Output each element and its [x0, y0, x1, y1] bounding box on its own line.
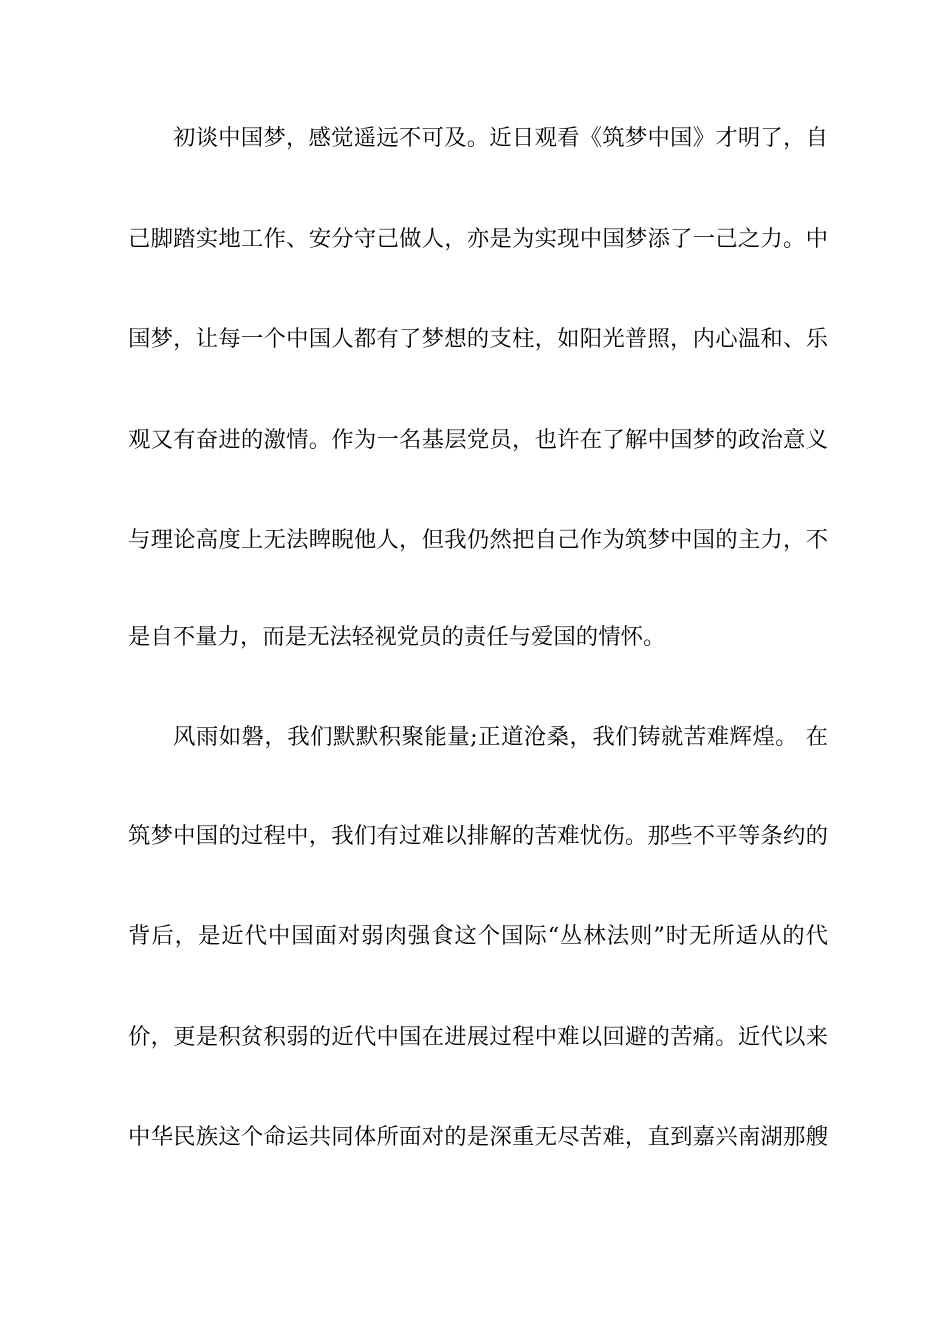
- paragraph-1-line-1: 初谈中国梦，感觉遥远不可及。近日观看《筑梦中国》才明了，自: [173, 125, 828, 151]
- paragraph-2-line-1: 风雨如磐，我们默默积聚能量;正道沧桑，我们铸就苦难辉煌。 在: [173, 724, 828, 750]
- paragraph-2-line-2: 筑梦中国的过程中，我们有过难以排解的苦难忧伤。那些不平等条约的: [128, 823, 828, 849]
- paragraph-1-line-3: 国梦，让每一个中国人都有了梦想的支柱，如阳光普照，内心温和、乐: [128, 326, 828, 352]
- paragraph-1-line-6: 是自不量力，而是无法轻视党员的责任与爱国的情怀。: [128, 624, 666, 650]
- paragraph-2-line-5: 中华民族这个命运共同体所面对的是深重无尽苦难，直到嘉兴南湖那艘: [128, 1124, 828, 1150]
- paragraph-2-line-4: 价，更是积贫积弱的近代中国在进展过程中难以回避的苦痛。近代以来: [128, 1024, 828, 1050]
- paragraph-1-line-5: 与理论高度上无法睥睨他人，但我仍然把自己作为筑梦中国的主力，不: [128, 527, 828, 553]
- paragraph-1-line-2: 己脚踏实地工作、安分守己做人，亦是为实现中国梦添了一己之力。中: [128, 226, 828, 252]
- paragraph-1-line-4: 观又有奋进的激情。作为一名基层党员，也许在了解中国梦的政治意义: [128, 427, 828, 453]
- paragraph-2-line-3: 背后，是近代中国面对弱肉强食这个国际“丛林法则”时无所适从的代: [128, 923, 828, 949]
